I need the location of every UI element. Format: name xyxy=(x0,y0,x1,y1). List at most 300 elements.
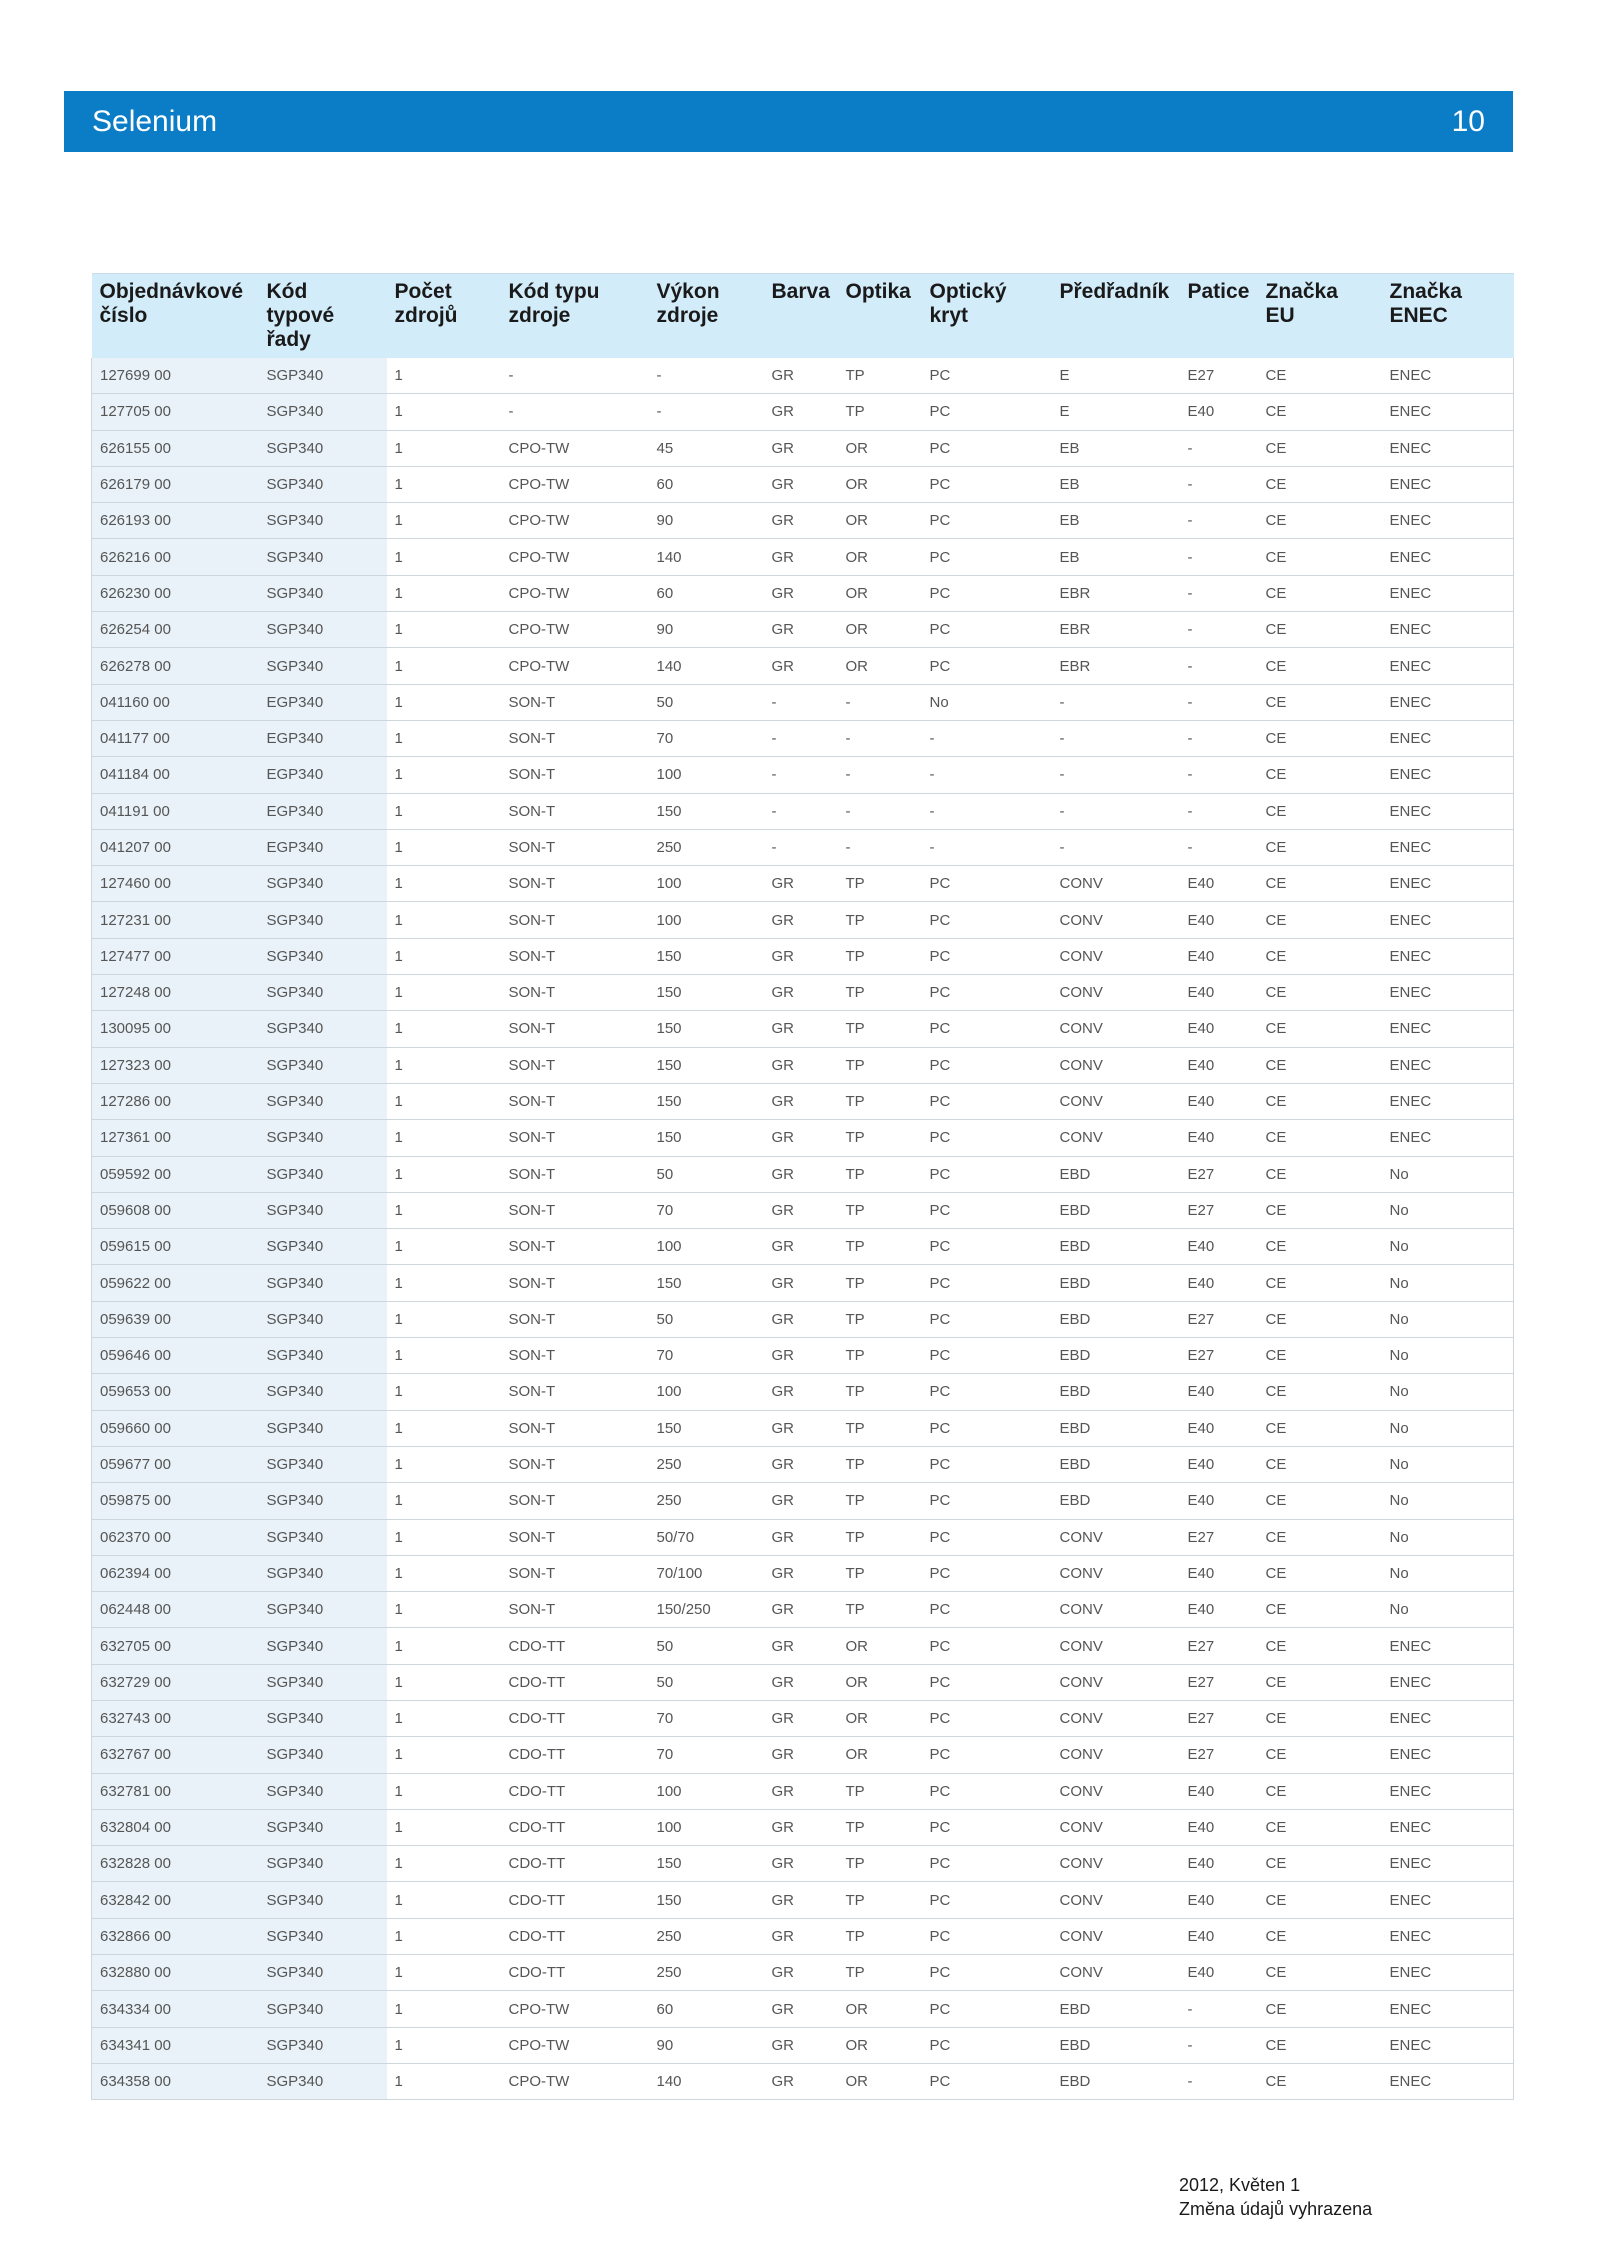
table-cell: 70 xyxy=(649,1192,764,1228)
table-cell: SON-T xyxy=(501,1156,649,1192)
table-row xyxy=(92,684,1514,720)
table-cell: TP xyxy=(838,1519,922,1555)
table-cell: - xyxy=(764,684,838,720)
table-cell: SON-T xyxy=(501,1519,649,1555)
table-cell: CONV xyxy=(1052,1592,1180,1628)
table-cell: 059646 00 xyxy=(92,1338,259,1374)
table-cell: E40 xyxy=(1180,1083,1258,1119)
table-cell: - xyxy=(1052,793,1180,829)
table-cell: CE xyxy=(1258,902,1382,938)
table-row xyxy=(92,1338,1514,1374)
table-cell: 1 xyxy=(387,1846,501,1882)
table-cell: CPO-TW xyxy=(501,2063,649,2099)
table-cell: GR xyxy=(764,1083,838,1119)
table-cell: GR xyxy=(764,1301,838,1337)
table-cell: 150 xyxy=(649,1265,764,1301)
table-cell: CONV xyxy=(1052,1737,1180,1773)
table-row xyxy=(92,358,1514,394)
table-cell: ENEC xyxy=(1382,430,1514,466)
table-cell: 150 xyxy=(649,975,764,1011)
column-header-line: zdrojů xyxy=(394,304,458,327)
table-cell: CE xyxy=(1258,1918,1382,1954)
table-cell: SGP340 xyxy=(259,394,387,430)
table-cell: 127323 00 xyxy=(92,1047,259,1083)
table-cell: 127460 00 xyxy=(92,866,259,902)
table-cell: CE xyxy=(1258,1628,1382,1664)
table-cell: SGP340 xyxy=(259,938,387,974)
table-cell: 1 xyxy=(387,1918,501,1954)
table-cell: TP xyxy=(838,902,922,938)
table-cell: PC xyxy=(922,1047,1052,1083)
table-row xyxy=(92,503,1514,539)
table-cell: E40 xyxy=(1180,1483,1258,1519)
table-cell: 1 xyxy=(387,1011,501,1047)
table-cell: 632743 00 xyxy=(92,1700,259,1736)
table-cell: E40 xyxy=(1180,1846,1258,1882)
table-cell: 250 xyxy=(649,1446,764,1482)
table-cell: ENEC xyxy=(1382,1809,1514,1845)
table-cell: 1 xyxy=(387,1120,501,1156)
table-cell: E27 xyxy=(1180,1156,1258,1192)
table-cell: SGP340 xyxy=(259,1410,387,1446)
table-cell: 1 xyxy=(387,539,501,575)
table-header xyxy=(92,274,1514,359)
table-cell: 632880 00 xyxy=(92,1955,259,1991)
table-cell: 150 xyxy=(649,1882,764,1918)
table-cell: CE xyxy=(1258,2063,1382,2099)
table-cell: OR xyxy=(838,430,922,466)
table-cell: CE xyxy=(1258,539,1382,575)
table-cell: E xyxy=(1052,394,1180,430)
table-cell: 059653 00 xyxy=(92,1374,259,1410)
table-cell: PC xyxy=(922,1918,1052,1954)
table-cell: 100 xyxy=(649,866,764,902)
table-cell: E40 xyxy=(1180,1592,1258,1628)
table-cell: PC xyxy=(922,866,1052,902)
table-cell: GR xyxy=(764,1592,838,1628)
table-cell: TP xyxy=(838,975,922,1011)
table-cell: ENEC xyxy=(1382,575,1514,611)
table-cell: 1 xyxy=(387,1047,501,1083)
table-row xyxy=(92,1192,1514,1228)
table-cell: ENEC xyxy=(1382,2063,1514,2099)
table-cell: 1 xyxy=(387,866,501,902)
table-cell: PC xyxy=(922,1483,1052,1519)
table-cell: 100 xyxy=(649,902,764,938)
table-cell: EB xyxy=(1052,539,1180,575)
table-cell: CPO-TW xyxy=(501,466,649,502)
table-cell: - xyxy=(764,829,838,865)
table-cell: 062448 00 xyxy=(92,1592,259,1628)
page-number: 10 xyxy=(1451,104,1485,138)
table-cell: - xyxy=(764,757,838,793)
table-cell: EB xyxy=(1052,503,1180,539)
table-cell: 150/250 xyxy=(649,1592,764,1628)
table-cell: SGP340 xyxy=(259,612,387,648)
table-cell: CONV xyxy=(1052,975,1180,1011)
table-cell: SGP340 xyxy=(259,1592,387,1628)
column-header-line: řady xyxy=(266,328,311,351)
table-cell: SON-T xyxy=(501,684,649,720)
table-cell: EGP340 xyxy=(259,757,387,793)
table-cell: 150 xyxy=(649,793,764,829)
table-cell: - xyxy=(1180,466,1258,502)
table-cell: TP xyxy=(838,1882,922,1918)
table-cell: 1 xyxy=(387,938,501,974)
table-cell: 1 xyxy=(387,1882,501,1918)
footer-disclaimer: Změna údajů vyhrazena xyxy=(1179,2199,1373,2219)
table-cell: E40 xyxy=(1180,1446,1258,1482)
table-cell: CE xyxy=(1258,575,1382,611)
table-cell: ENEC xyxy=(1382,684,1514,720)
column-header-line: kryt xyxy=(929,304,969,327)
table-row xyxy=(92,938,1514,974)
table-header-row xyxy=(92,274,1514,359)
table-cell: EBR xyxy=(1052,575,1180,611)
table-cell: CE xyxy=(1258,1773,1382,1809)
table-cell: SON-T xyxy=(501,1229,649,1265)
table-cell: SGP340 xyxy=(259,975,387,1011)
table-cell: EBD xyxy=(1052,1192,1180,1228)
table-row xyxy=(92,648,1514,684)
table-cell: CONV xyxy=(1052,902,1180,938)
table-cell: GR xyxy=(764,1120,838,1156)
table-row xyxy=(92,466,1514,502)
table-row xyxy=(92,1011,1514,1047)
table-cell: CONV xyxy=(1052,1011,1180,1047)
table-cell: PC xyxy=(922,1991,1052,2027)
table-cell: 1 xyxy=(387,1083,501,1119)
table-cell: SGP340 xyxy=(259,1083,387,1119)
table-cell: GR xyxy=(764,466,838,502)
table-cell: SON-T xyxy=(501,757,649,793)
table-cell: PC xyxy=(922,648,1052,684)
table-cell: ENEC xyxy=(1382,1737,1514,1773)
table-cell: No xyxy=(1382,1156,1514,1192)
table-row xyxy=(92,1047,1514,1083)
table-cell: EBD xyxy=(1052,1265,1180,1301)
table-cell: SON-T xyxy=(501,1483,649,1519)
table-cell: EBD xyxy=(1052,1301,1180,1337)
table-cell: SGP340 xyxy=(259,1338,387,1374)
table-cell: 130095 00 xyxy=(92,1011,259,1047)
table-cell: No xyxy=(922,684,1052,720)
table-cell: 1 xyxy=(387,1338,501,1374)
table-cell: 50 xyxy=(649,1301,764,1337)
table-cell: EGP340 xyxy=(259,793,387,829)
table-cell: GR xyxy=(764,1955,838,1991)
table-cell: 50 xyxy=(649,1628,764,1664)
table-cell: GR xyxy=(764,1918,838,1954)
table-cell: 632828 00 xyxy=(92,1846,259,1882)
table-cell: OR xyxy=(838,539,922,575)
table-cell: TP xyxy=(838,1265,922,1301)
product-table-wrapper xyxy=(91,273,1513,2100)
table-cell: GR xyxy=(764,575,838,611)
table-cell: PC xyxy=(922,1229,1052,1265)
table-cell: 626193 00 xyxy=(92,503,259,539)
table-row xyxy=(92,1120,1514,1156)
table-cell: SON-T xyxy=(501,720,649,756)
table-cell: CDO-TT xyxy=(501,1882,649,1918)
table-cell: 059622 00 xyxy=(92,1265,259,1301)
column-header-line: Barva xyxy=(771,280,830,303)
table-cell: ENEC xyxy=(1382,1120,1514,1156)
table-row xyxy=(92,1483,1514,1519)
table-cell: 1 xyxy=(387,2027,501,2063)
table-cell: 059677 00 xyxy=(92,1446,259,1482)
table-cell: No xyxy=(1382,1265,1514,1301)
table-cell: No xyxy=(1382,1483,1514,1519)
table-cell: 140 xyxy=(649,539,764,575)
table-cell: CE xyxy=(1258,1882,1382,1918)
table-cell: EBD xyxy=(1052,1156,1180,1192)
table-cell: E27 xyxy=(1180,1301,1258,1337)
table-cell: CPO-TW xyxy=(501,2027,649,2063)
table-cell: - xyxy=(1052,684,1180,720)
table-cell: 60 xyxy=(649,1991,764,2027)
table-row xyxy=(92,1664,1514,1700)
table-cell: ENEC xyxy=(1382,1011,1514,1047)
table-cell: - xyxy=(922,720,1052,756)
table-cell: GR xyxy=(764,1446,838,1482)
table-cell: ENEC xyxy=(1382,539,1514,575)
table-cell: GR xyxy=(764,1374,838,1410)
table-cell: No xyxy=(1382,1229,1514,1265)
table-row xyxy=(92,720,1514,756)
column-header xyxy=(649,274,764,359)
table-cell: PC xyxy=(922,1846,1052,1882)
table-cell: - xyxy=(1180,503,1258,539)
table-cell: PC xyxy=(922,938,1052,974)
table-cell: CONV xyxy=(1052,866,1180,902)
table-cell: SGP340 xyxy=(259,1955,387,1991)
table-cell: PC xyxy=(922,539,1052,575)
table-cell: CONV xyxy=(1052,1120,1180,1156)
table-cell: CDO-TT xyxy=(501,1737,649,1773)
table-cell: ENEC xyxy=(1382,757,1514,793)
table-row xyxy=(92,1446,1514,1482)
table-row xyxy=(92,539,1514,575)
table-cell: CONV xyxy=(1052,938,1180,974)
table-cell: TP xyxy=(838,1156,922,1192)
table-cell: 1 xyxy=(387,757,501,793)
table-cell: CDO-TT xyxy=(501,1955,649,1991)
column-header-line: ENEC xyxy=(1389,304,1448,327)
table-cell: CE xyxy=(1258,430,1382,466)
table-cell: SGP340 xyxy=(259,2027,387,2063)
table-cell: SON-T xyxy=(501,1011,649,1047)
table-cell: SGP340 xyxy=(259,1555,387,1591)
table-cell: SGP340 xyxy=(259,1192,387,1228)
table-cell: E40 xyxy=(1180,394,1258,430)
table-cell: CE xyxy=(1258,1664,1382,1700)
table-cell: OR xyxy=(838,1664,922,1700)
table-cell: PC xyxy=(922,466,1052,502)
table-cell: CE xyxy=(1258,757,1382,793)
table-cell: GR xyxy=(764,612,838,648)
table-cell: 059875 00 xyxy=(92,1483,259,1519)
table-cell: 1 xyxy=(387,1809,501,1845)
table-cell: 632781 00 xyxy=(92,1773,259,1809)
table-cell: 041160 00 xyxy=(92,684,259,720)
column-header xyxy=(1258,274,1382,359)
table-cell: 632767 00 xyxy=(92,1737,259,1773)
table-cell: TP xyxy=(838,938,922,974)
table-cell: CONV xyxy=(1052,1918,1180,1954)
table-cell: 1 xyxy=(387,394,501,430)
table-cell: SGP340 xyxy=(259,1229,387,1265)
table-cell: - xyxy=(838,720,922,756)
table-cell: SON-T xyxy=(501,1192,649,1228)
table-cell: CE xyxy=(1258,1991,1382,2027)
table-cell: CPO-TW xyxy=(501,539,649,575)
table-cell: TP xyxy=(838,1592,922,1628)
table-cell: CE xyxy=(1258,684,1382,720)
table-cell: TP xyxy=(838,1555,922,1591)
table-cell: CE xyxy=(1258,938,1382,974)
table-row xyxy=(92,394,1514,430)
table-cell: PC xyxy=(922,394,1052,430)
table-cell: TP xyxy=(838,1301,922,1337)
column-header xyxy=(838,274,922,359)
table-cell: 127286 00 xyxy=(92,1083,259,1119)
table-cell: CE xyxy=(1258,1592,1382,1628)
table-cell: TP xyxy=(838,1773,922,1809)
table-cell: PC xyxy=(922,612,1052,648)
table-cell: 632804 00 xyxy=(92,1809,259,1845)
table-cell: E40 xyxy=(1180,866,1258,902)
table-cell: PC xyxy=(922,430,1052,466)
table-cell: ENEC xyxy=(1382,793,1514,829)
table-cell: CPO-TW xyxy=(501,648,649,684)
table-cell: CE xyxy=(1258,648,1382,684)
table-cell: EBD xyxy=(1052,2027,1180,2063)
table-cell: 059615 00 xyxy=(92,1229,259,1265)
table-cell: 127705 00 xyxy=(92,394,259,430)
table-cell: 100 xyxy=(649,757,764,793)
table-cell: GR xyxy=(764,2027,838,2063)
table-cell: - xyxy=(1180,612,1258,648)
table-cell: 1 xyxy=(387,684,501,720)
table-cell: EB xyxy=(1052,466,1180,502)
table-cell: SGP340 xyxy=(259,1737,387,1773)
table-cell: OR xyxy=(838,1991,922,2027)
table-cell: 140 xyxy=(649,648,764,684)
table-cell: TP xyxy=(838,1918,922,1954)
table-cell: TP xyxy=(838,358,922,394)
table-cell: 150 xyxy=(649,1083,764,1119)
table-cell: - xyxy=(1180,2063,1258,2099)
table-cell: SON-T xyxy=(501,829,649,865)
table-cell: 150 xyxy=(649,1047,764,1083)
table-cell: CE xyxy=(1258,1846,1382,1882)
table-cell: 1 xyxy=(387,358,501,394)
table-row xyxy=(92,1592,1514,1628)
table-row xyxy=(92,829,1514,865)
table-cell: ENEC xyxy=(1382,2027,1514,2063)
table-cell: CE xyxy=(1258,1374,1382,1410)
table-cell: - xyxy=(922,829,1052,865)
table-cell: - xyxy=(764,793,838,829)
table-row xyxy=(92,1083,1514,1119)
table-row xyxy=(92,1918,1514,1954)
table-cell: TP xyxy=(838,1229,922,1265)
table-cell: SGP340 xyxy=(259,1700,387,1736)
table-cell: 1 xyxy=(387,1229,501,1265)
table-cell: SGP340 xyxy=(259,1773,387,1809)
table-row xyxy=(92,1410,1514,1446)
table-cell: CONV xyxy=(1052,1955,1180,1991)
table-cell: TP xyxy=(838,1809,922,1845)
column-header xyxy=(764,274,838,359)
table-cell: OR xyxy=(838,2063,922,2099)
column-header-line: číslo xyxy=(99,304,148,327)
table-cell: OR xyxy=(838,575,922,611)
table-cell: 1 xyxy=(387,975,501,1011)
table-row xyxy=(92,1846,1514,1882)
table-cell: GR xyxy=(764,1628,838,1664)
table-cell: E27 xyxy=(1180,358,1258,394)
table-cell: EBD xyxy=(1052,1410,1180,1446)
table-cell: CE xyxy=(1258,829,1382,865)
table-cell: 1 xyxy=(387,1374,501,1410)
table-cell: SGP340 xyxy=(259,1846,387,1882)
table-cell: EBD xyxy=(1052,1991,1180,2027)
table-cell: SON-T xyxy=(501,1374,649,1410)
table-cell: ENEC xyxy=(1382,358,1514,394)
table-cell: OR xyxy=(838,1628,922,1664)
table-cell: SON-T xyxy=(501,1265,649,1301)
table-cell: EBD xyxy=(1052,1229,1180,1265)
table-cell: - xyxy=(649,394,764,430)
table-cell: 1 xyxy=(387,1955,501,1991)
column-header xyxy=(1382,274,1514,359)
table-cell: ENEC xyxy=(1382,938,1514,974)
table-cell: TP xyxy=(838,1120,922,1156)
table-cell: 127477 00 xyxy=(92,938,259,974)
table-cell: E27 xyxy=(1180,1192,1258,1228)
table-cell: CE xyxy=(1258,394,1382,430)
table-cell: SON-T xyxy=(501,1301,649,1337)
table-cell: SGP340 xyxy=(259,539,387,575)
column-header-line: Optika xyxy=(845,280,911,303)
table-cell: TP xyxy=(838,1955,922,1991)
table-cell: 70 xyxy=(649,1700,764,1736)
table-cell: GR xyxy=(764,648,838,684)
table-cell: 50/70 xyxy=(649,1519,764,1555)
table-cell: CONV xyxy=(1052,1846,1180,1882)
table-row xyxy=(92,1301,1514,1337)
table-cell: PC xyxy=(922,1700,1052,1736)
table-cell: CONV xyxy=(1052,1882,1180,1918)
table-cell: 1 xyxy=(387,1156,501,1192)
table-cell: CE xyxy=(1258,1519,1382,1555)
table-cell: 059660 00 xyxy=(92,1410,259,1446)
table-cell: 632729 00 xyxy=(92,1664,259,1700)
table-row xyxy=(92,2027,1514,2063)
page-title: Selenium xyxy=(92,104,218,138)
table-cell: - xyxy=(1180,829,1258,865)
column-header xyxy=(922,274,1052,359)
table-cell: - xyxy=(1180,430,1258,466)
column-header-line: Značka xyxy=(1265,280,1338,303)
table-body xyxy=(92,358,1514,2100)
table-cell: E40 xyxy=(1180,1555,1258,1591)
table-cell: CE xyxy=(1258,1120,1382,1156)
table-cell: CDO-TT xyxy=(501,1700,649,1736)
table-cell: CPO-TW xyxy=(501,575,649,611)
